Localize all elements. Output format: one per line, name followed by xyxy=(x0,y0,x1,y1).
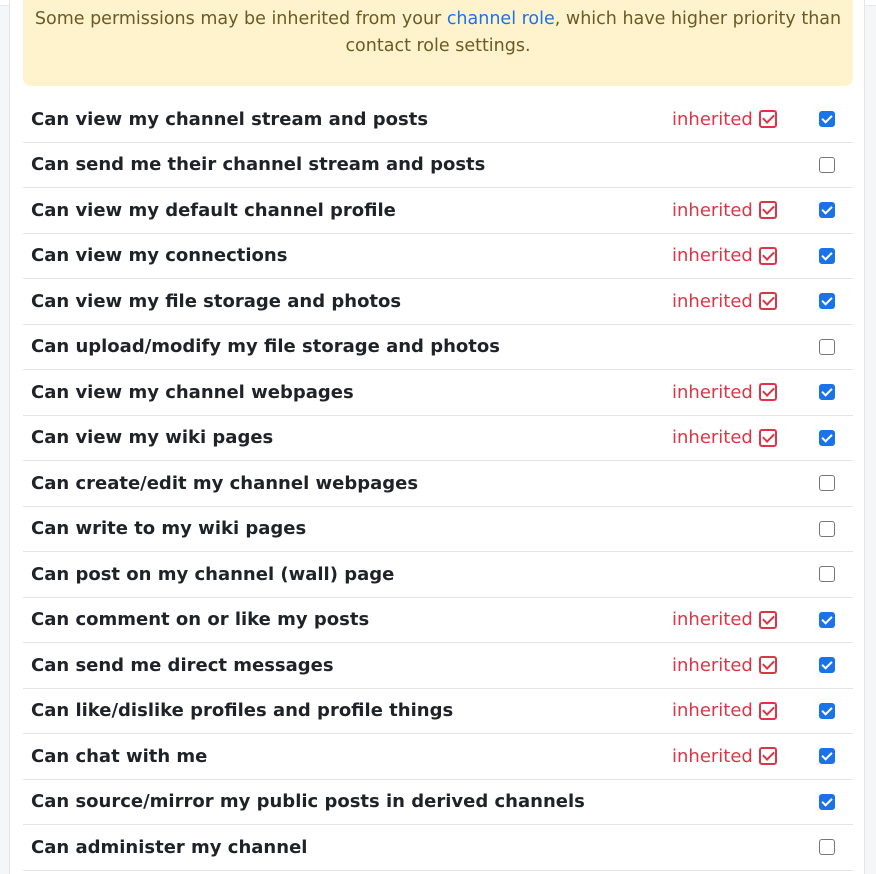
permissions-list xyxy=(23,97,853,871)
permission-checkbox[interactable] xyxy=(819,293,835,309)
permission-label: Can post on my channel (wall) page xyxy=(31,563,395,585)
channel-role-link[interactable]: channel role xyxy=(446,9,555,29)
inherited-text: inherited xyxy=(672,199,753,221)
inherited-check-icon xyxy=(759,656,777,674)
permission-row xyxy=(23,552,853,598)
inherited-indicator xyxy=(672,609,777,630)
permission-label: Can view my channel webpages xyxy=(31,381,354,403)
inherited-text: inherited xyxy=(672,245,753,267)
permission-row xyxy=(23,234,853,280)
permission-checkbox[interactable] xyxy=(819,111,835,127)
permission-checkbox[interactable] xyxy=(819,657,835,673)
inherited-text: inherited xyxy=(672,609,753,631)
permission-label: Can write to my wiki pages xyxy=(31,518,307,540)
permission-row xyxy=(23,370,853,416)
permission-row xyxy=(23,188,853,234)
permission-checkbox[interactable] xyxy=(819,339,835,355)
inherited-check-icon xyxy=(759,429,777,447)
permission-checkbox[interactable] xyxy=(819,475,835,491)
inherited-indicator xyxy=(672,427,777,448)
permission-label: Can view my file storage and photos xyxy=(31,290,402,312)
permission-checkbox[interactable] xyxy=(819,521,835,537)
inherited-text: inherited xyxy=(672,654,753,676)
permission-row xyxy=(23,643,853,689)
inherited-check-icon xyxy=(759,201,777,219)
inherited-indicator xyxy=(672,700,777,721)
permission-checkbox[interactable] xyxy=(819,612,835,628)
inherited-indicator xyxy=(672,245,777,266)
permission-label: Can administer my channel xyxy=(31,836,308,858)
permission-row xyxy=(23,507,853,553)
inherited-indicator xyxy=(672,109,777,130)
inherited-check-icon xyxy=(759,383,777,401)
inherited-indicator xyxy=(672,746,777,767)
inherited-text: inherited xyxy=(672,108,753,130)
inherited-check-icon xyxy=(759,747,777,765)
permission-row xyxy=(23,416,853,462)
permission-checkbox[interactable] xyxy=(819,202,835,218)
notice-text-after: , which have higher priority than contact role settings. xyxy=(345,9,842,56)
permission-checkbox[interactable] xyxy=(819,703,835,719)
permission-row xyxy=(23,325,853,371)
permission-row xyxy=(23,143,853,189)
permission-checkbox[interactable] xyxy=(819,157,835,173)
inherited-check-icon xyxy=(759,247,777,265)
permission-label: Can view my default channel profile xyxy=(31,199,396,221)
permission-checkbox[interactable] xyxy=(819,839,835,855)
inherited-indicator xyxy=(672,655,777,676)
permission-checkbox[interactable] xyxy=(819,430,835,446)
inherited-check-icon xyxy=(759,292,777,310)
permission-row xyxy=(23,279,853,325)
permission-label: Can send me direct messages xyxy=(31,654,334,676)
inherited-text: inherited xyxy=(672,745,753,767)
inherited-text: inherited xyxy=(672,700,753,722)
permission-row xyxy=(23,734,853,780)
inheritance-notice xyxy=(23,0,853,86)
permission-checkbox[interactable] xyxy=(819,748,835,764)
inherited-indicator xyxy=(672,382,777,403)
permission-checkbox[interactable] xyxy=(819,384,835,400)
permission-label: Can view my connections xyxy=(31,245,288,267)
permission-label: Can comment on or like my posts xyxy=(31,609,370,631)
permission-label: Can create/edit my channel webpages xyxy=(31,472,419,494)
permission-checkbox[interactable] xyxy=(819,566,835,582)
permission-label: Can source/mirror my public posts in derived channels xyxy=(31,791,585,813)
permission-row xyxy=(23,461,853,507)
permission-row xyxy=(23,780,853,826)
permission-label: Can view my channel stream and posts xyxy=(31,108,429,130)
inherited-check-icon xyxy=(759,611,777,629)
permission-checkbox[interactable] xyxy=(819,248,835,264)
permissions-card xyxy=(9,0,865,874)
inherited-check-icon xyxy=(759,110,777,128)
notice-text-before: Some permissions may be inherited from your xyxy=(34,9,447,29)
inherited-text: inherited xyxy=(672,290,753,312)
permission-row xyxy=(23,825,853,871)
permission-row xyxy=(23,689,853,735)
permission-label: Can send me their channel stream and posts xyxy=(31,154,486,176)
permission-label: Can chat with me xyxy=(31,745,208,767)
inherited-check-icon xyxy=(759,702,777,720)
permission-row xyxy=(23,97,853,143)
inherited-text: inherited xyxy=(672,381,753,403)
permission-row xyxy=(23,598,853,644)
inherited-text: inherited xyxy=(672,427,753,449)
inherited-indicator xyxy=(672,291,777,312)
permission-checkbox[interactable] xyxy=(819,794,835,810)
permission-label: Can like/dislike profiles and profile things xyxy=(31,700,454,722)
inherited-indicator xyxy=(672,200,777,221)
permission-label: Can upload/modify my file storage and photos xyxy=(31,336,500,358)
permission-label: Can view my wiki pages xyxy=(31,427,274,449)
